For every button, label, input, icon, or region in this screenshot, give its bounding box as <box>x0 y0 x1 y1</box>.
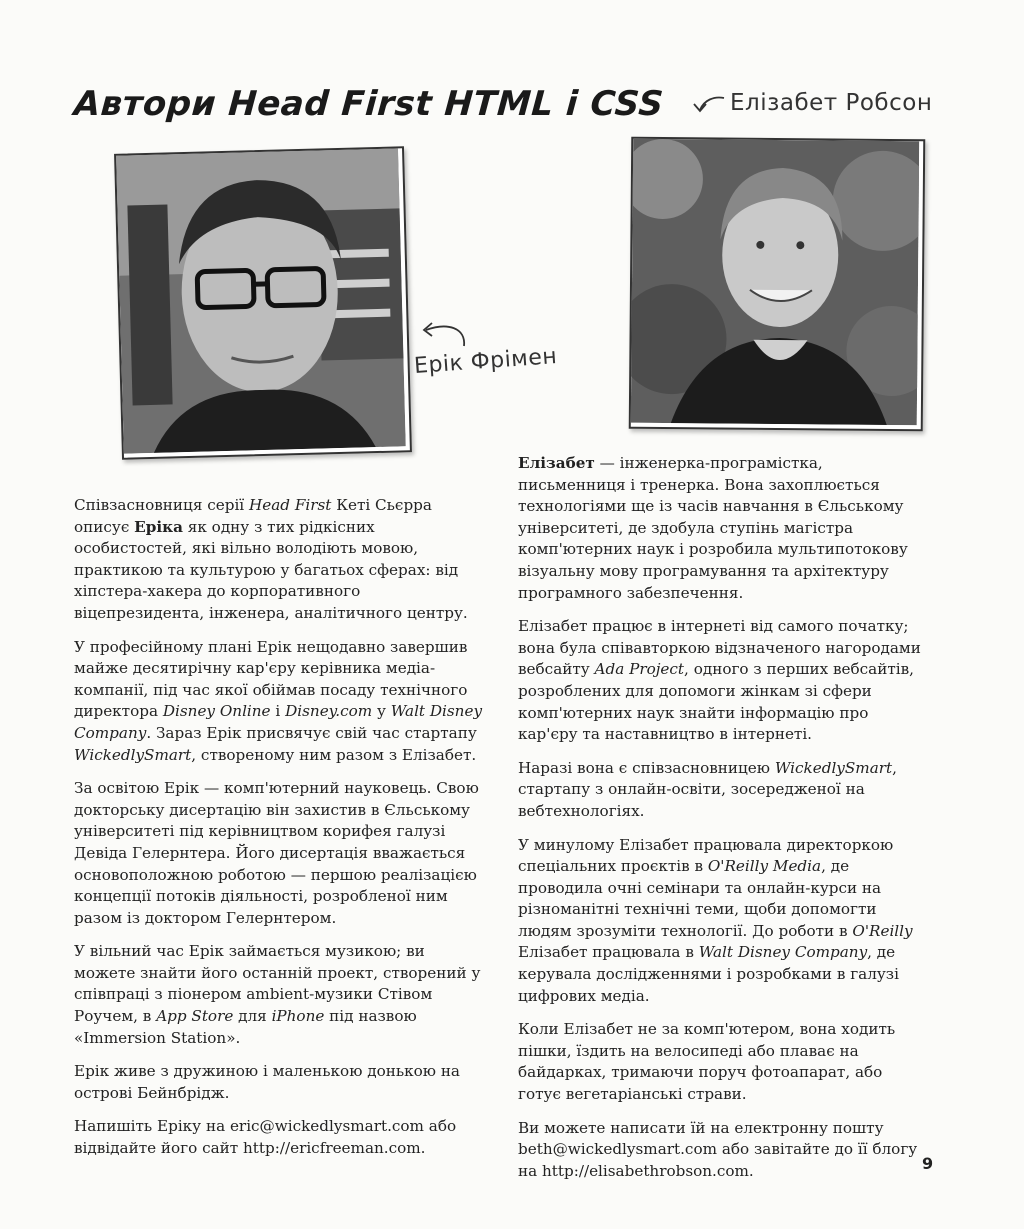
elisabeth-portrait-image <box>631 139 919 425</box>
eric-name-label: Ерік Фрімен <box>413 344 558 379</box>
elisabeth-bio-paragraph: Ви можете написати їй на електронну пошту beth@wickedlysmart.com або завітайте до її блогу на http://elisabethrobson.com. <box>518 1118 918 1180</box>
elisabeth-photo <box>629 137 926 432</box>
elisabeth-bio-paragraph: Наразі вона є співзасновницею WickedlySmart, стартапу з онлайн-освіти, зосередженої на вебтехнологіях. <box>518 758 897 820</box>
eric-bio <box>74 495 486 1172</box>
eric-photo <box>114 146 412 459</box>
eric-bio-paragraph: У професійному плані Ерік нещодавно завершив майже десятирічну кар'єру керівника медіа-компанії, під час якої обіймав посаду технічного директора Disney Online і Disney.com у Walt Disney Company. Зараз Ерік присвячує свій час стартапу WickedlySmart, створеному ним разом з Елізабет. <box>74 637 483 764</box>
elisabeth-bio-paragraph: Коли Елізабет не за комп'ютером, вона ходить пішки, їздить на велосипеді або плаває на байдарках, тримаючи поруч фотоапарат, або готує вегетаріанські страви. <box>518 1020 896 1104</box>
elisabeth-bio-paragraph: Елізабет — інженерка-програмістка, письменниця і тренерка. Вона захоплюється технологіями ще із часів навчання в Єльському університеті, де здобула ступінь магістра комп'ютерних наук і розробила мультипотокову візуальну мову програмування та архітектуру програмного забезпечення. <box>518 454 908 602</box>
page-number: 9 <box>922 1154 934 1173</box>
elisabeth-bio <box>518 453 928 1194</box>
page-title: Автори Head First HTML і CSS <box>72 84 665 124</box>
eric-bio-paragraph: У вільний час Ерік займається музикою; ви можете знайти його останній проект, створений у співпраці з піонером ambient-музики Стівом Роучем, в App Store для iPhone під назвою «Immersion Station». <box>74 942 481 1047</box>
eric-portrait-image <box>116 148 406 453</box>
curved-arrow-icon <box>690 92 728 118</box>
eric-bio-paragraph: Ерік живе з дружиною і маленькою донькою на острові Бейнбрідж. <box>74 1062 460 1102</box>
curved-arrow-icon <box>418 318 470 350</box>
elisabeth-bio-paragraph: У минулому Елізабет працювала директоркою спеціальних проєктів в O'Reilly Media, де проводила очні семінари та онлайн-курси на різноманітні технічні теми, щоби допомогти людям зрозуміти технології. До роботи в O'Reilly Елізабет працювала в Walt Disney Company, де керувала дослідженнями і розробками в галузі цифрових медіа. <box>518 835 913 1005</box>
elisabeth-name-label: Елізабет Робсон <box>730 90 933 116</box>
eric-bio-paragraph: Співзасновниця серії Head First Кеті Сьєрра описує Еріка як одну з тих рідкісних особистостей, які вільно володіють мовою, практикою та культурою у багатьох сферах: від хіпстера-хакера до корпоративного віцепрезидента, інженера, аналітичного центру. <box>74 496 468 622</box>
eric-bio-paragraph: Напишіть Еріку на eric@wickedlysmart.com або відвідайте його сайт http://ericfreeman.com. <box>74 1117 457 1158</box>
eric-bio-paragraph: За освітою Ерік — комп'ютерний науковець. Свою докторську дисертацію він захистив в Єльському університеті під керівництвом корифея галузі Девіда Гелернтера. Його дисертація вважається основоположною роботою — першою реалізацією концепції потоків діяльності, розробленої ним разом із доктором Гелернтером. <box>74 779 479 927</box>
elisabeth-bio-paragraph: Елізабет працює в інтернеті від самого початку; вона була співавторкою відзначеного нагородами вебсайту Ada Project, одного з перших вебсайтів, розроблених для допомоги жінкам зі сфери комп'ютерних наук знайти інформацію про кар'єру та наставництво в інтернеті. <box>518 617 921 744</box>
